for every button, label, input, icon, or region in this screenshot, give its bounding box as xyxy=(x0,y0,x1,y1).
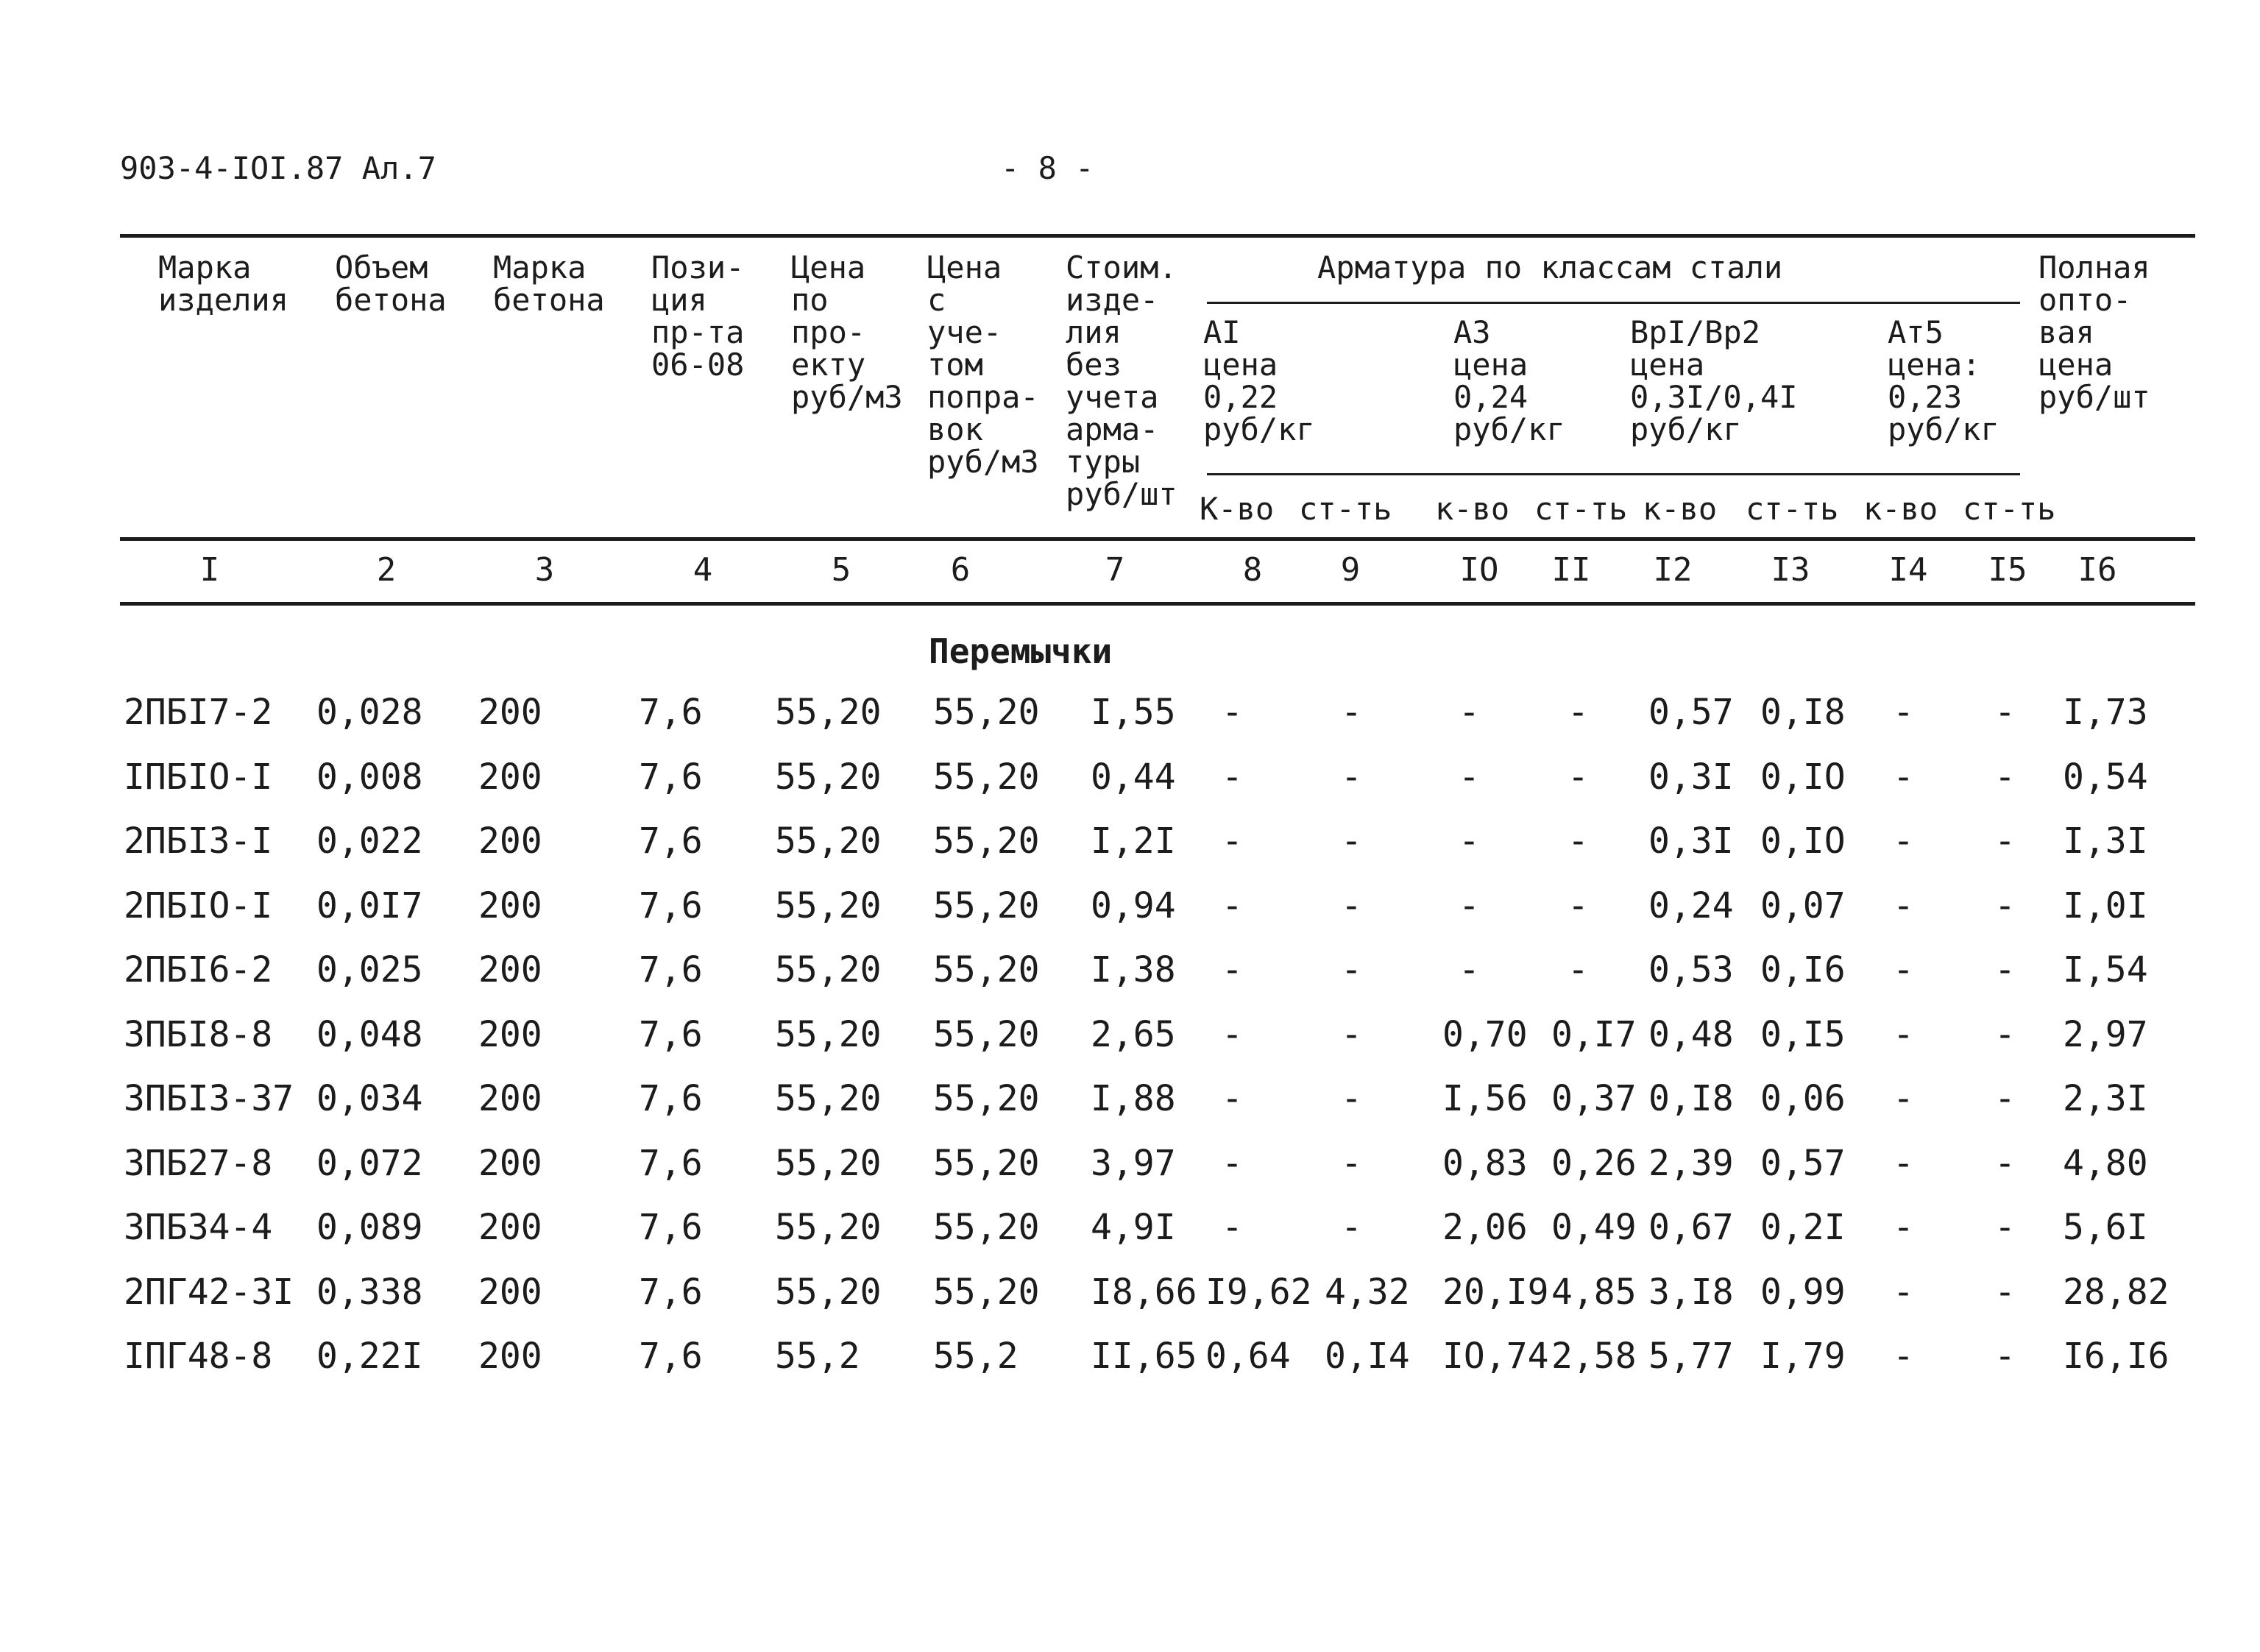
table-cell: 200 xyxy=(478,820,542,862)
table-cell: 7,6 xyxy=(639,1013,703,1055)
header-concrete-grade: Марка бетона xyxy=(493,249,605,318)
table-cell: - xyxy=(1341,1013,1362,1055)
product-mark-cell: IПБIO-I xyxy=(124,756,273,798)
armature-group-rule xyxy=(1207,302,2020,304)
header-concrete-volume: Объем бетона xyxy=(335,249,447,318)
column-number: 7 xyxy=(1105,551,1125,589)
table-cell: - xyxy=(1222,756,1243,798)
table-top-rule xyxy=(120,234,2195,238)
subheader-at5-qty: к-во xyxy=(1863,491,1938,527)
table-cell: 7,6 xyxy=(639,949,703,990)
table-cell: 0,0I7 xyxy=(316,885,423,926)
table-cell: - xyxy=(1459,692,1480,733)
table-cell: 55,20 xyxy=(933,1078,1040,1119)
table-cell: I,79 xyxy=(1760,1336,1846,1377)
table-cell: - xyxy=(1222,1207,1243,1248)
page-number: - 8 - xyxy=(1001,150,1094,186)
table-cell: 0,83 xyxy=(1442,1142,1528,1184)
column-number: II xyxy=(1551,551,1591,589)
table-cell: 2,39 xyxy=(1648,1142,1734,1184)
table-cell: 0,48 xyxy=(1648,1013,1734,1055)
table-cell: - xyxy=(1994,820,2016,862)
table-cell: 0,57 xyxy=(1648,692,1734,733)
table-cell: 0,57 xyxy=(1760,1142,1846,1184)
table-cell: 200 xyxy=(478,885,542,926)
table-cell: 0,022 xyxy=(316,820,423,862)
armature-subheader-rule xyxy=(1207,473,2020,475)
header-armature-a3: A3 цена 0,24 руб/кг xyxy=(1453,314,1565,447)
table-cell: 0,I8 xyxy=(1648,1078,1734,1119)
table-cell: 0,64 xyxy=(1205,1336,1291,1377)
table-cell: - xyxy=(1459,949,1480,990)
table-cell: I,2I xyxy=(1091,820,1176,862)
table-cell: I,0I xyxy=(2063,885,2148,926)
table-cell: 0,37 xyxy=(1551,1078,1637,1119)
table-cell: - xyxy=(1994,1336,2016,1377)
table-cell: - xyxy=(1341,1078,1362,1119)
table-cell: 200 xyxy=(478,692,542,733)
table-cell: 55,20 xyxy=(775,885,882,926)
table-cell: - xyxy=(1568,885,1589,926)
table-cell: I,56 xyxy=(1442,1078,1528,1119)
table-cell: - xyxy=(1893,756,1914,798)
table-cell: 200 xyxy=(478,1142,542,1184)
table-cell: 2,06 xyxy=(1442,1207,1528,1248)
table-cell: 55,20 xyxy=(775,1142,882,1184)
table-cell: 4,85 xyxy=(1551,1271,1637,1313)
table-cell: 0,99 xyxy=(1760,1271,1846,1313)
table-cell: 3,I8 xyxy=(1648,1271,1734,1313)
column-number: IO xyxy=(1459,551,1499,589)
column-number: 2 xyxy=(376,551,397,589)
table-cell: - xyxy=(1893,885,1914,926)
table-cell: 200 xyxy=(478,1207,542,1248)
table-cell: 55,20 xyxy=(775,1207,882,1248)
table-cell: - xyxy=(1893,1078,1914,1119)
header-position: Пози- ция пр-та 06-08 xyxy=(651,249,745,383)
column-number: I2 xyxy=(1653,551,1693,589)
table-cell: 0,I8 xyxy=(1760,692,1846,733)
product-mark-cell: 3ПБI3-37 xyxy=(124,1078,294,1119)
document-code: 903-4-IOI.87 Ал.7 xyxy=(120,150,436,186)
product-mark-cell: 2ПБIO-I xyxy=(124,885,273,926)
table-cell: I8,66 xyxy=(1091,1271,1197,1313)
header-armature-bp: BpI/Bp2 цена 0,3I/0,4I руб/кг xyxy=(1630,314,1798,447)
table-cell: - xyxy=(1893,692,1914,733)
table-cell: 2,97 xyxy=(2063,1013,2148,1055)
table-cell: 7,6 xyxy=(639,1078,703,1119)
header-full-price: Полная опто- вая цена руб/шт xyxy=(2038,249,2150,415)
table-cell: - xyxy=(1341,820,1362,862)
table-cell: I,88 xyxy=(1091,1078,1176,1119)
column-number: I6 xyxy=(2077,551,2117,589)
table-cell: 0,06 xyxy=(1760,1078,1846,1119)
header-armature-at5: Ат5 цена: 0,23 руб/кг xyxy=(1888,314,1999,447)
column-number: 9 xyxy=(1340,551,1361,589)
table-cell: 7,6 xyxy=(639,756,703,798)
table-cell: 0,072 xyxy=(316,1142,423,1184)
subheader-a3-qty: к-во xyxy=(1435,491,1510,527)
table-cell: 55,20 xyxy=(933,1142,1040,1184)
column-number: 6 xyxy=(950,551,971,589)
table-cell: - xyxy=(1568,756,1589,798)
table-cell: 7,6 xyxy=(639,1207,703,1248)
table-cell: 55,20 xyxy=(933,692,1040,733)
table-cell: I,73 xyxy=(2063,692,2148,733)
table-cell: - xyxy=(1994,1013,2016,1055)
table-cell: 55,20 xyxy=(775,1013,882,1055)
table-cell: 7,6 xyxy=(639,820,703,862)
table-cell: - xyxy=(1459,820,1480,862)
table-cell: - xyxy=(1893,1142,1914,1184)
table-cell: 55,20 xyxy=(933,820,1040,862)
header-adjusted-price: Цена с уче- том попра- вок руб/м3 xyxy=(927,249,1039,480)
table-cell: - xyxy=(1994,756,2016,798)
table-cell: 55,20 xyxy=(775,820,882,862)
table-cell: 7,6 xyxy=(639,1336,703,1377)
header-armature-a1: AI цена 0,22 руб/кг xyxy=(1203,314,1315,447)
table-cell: 0,034 xyxy=(316,1078,423,1119)
table-cell: 5,6I xyxy=(2063,1207,2148,1248)
table-cell: 0,94 xyxy=(1091,885,1176,926)
table-cell: - xyxy=(1568,949,1589,990)
table-cell: I,54 xyxy=(2063,949,2148,990)
column-number: I5 xyxy=(1988,551,2027,589)
table-cell: - xyxy=(1893,1013,1914,1055)
table-cell: 4,9I xyxy=(1091,1207,1176,1248)
table-cell: 55,20 xyxy=(933,1207,1040,1248)
column-number: 8 xyxy=(1242,551,1263,589)
table-cell: 0,IO xyxy=(1760,820,1846,862)
table-cell: 0,3I xyxy=(1648,756,1734,798)
table-cell: - xyxy=(1994,692,2016,733)
table-cell: - xyxy=(1994,949,2016,990)
table-cell: - xyxy=(1893,1207,1914,1248)
product-mark-cell: 2ПБI7-2 xyxy=(124,692,273,733)
table-cell: 0,67 xyxy=(1648,1207,1734,1248)
section-title: Перемычки xyxy=(929,631,1113,671)
table-cell: - xyxy=(1341,756,1362,798)
table-cell: 7,6 xyxy=(639,1271,703,1313)
table-cell: 0,44 xyxy=(1091,756,1176,798)
table-cell: 55,20 xyxy=(775,949,882,990)
subheader-at5-cost: ст-ть xyxy=(1963,491,2056,527)
table-cell: - xyxy=(1341,949,1362,990)
table-cell: - xyxy=(1341,1207,1362,1248)
column-number: I3 xyxy=(1771,551,1810,589)
table-cell: 0,I5 xyxy=(1760,1013,1846,1055)
table-cell: 0,IO xyxy=(1760,756,1846,798)
table-cell: I,55 xyxy=(1091,692,1176,733)
column-number: 5 xyxy=(831,551,851,589)
subheader-bp-qty: к-во xyxy=(1643,491,1718,527)
table-cell: - xyxy=(1568,820,1589,862)
table-cell: 55,20 xyxy=(933,1271,1040,1313)
subheader-bp-cost: ст-ть xyxy=(1746,491,1839,527)
table-cell: 0,07 xyxy=(1760,885,1846,926)
header-project-price: Цена по про- екту руб/м3 xyxy=(791,249,903,415)
table-cell: 0,3I xyxy=(1648,820,1734,862)
table-cell: I,38 xyxy=(1091,949,1176,990)
table-cell: - xyxy=(1994,1142,2016,1184)
table-cell: - xyxy=(1893,949,1914,990)
table-cell: 0,008 xyxy=(316,756,423,798)
table-cell: 55,20 xyxy=(933,949,1040,990)
table-cell: 200 xyxy=(478,1336,542,1377)
table-cell: - xyxy=(1994,1271,2016,1313)
table-cell: 200 xyxy=(478,756,542,798)
product-mark-cell: 3ПБ34-4 xyxy=(124,1207,273,1248)
table-cell: 200 xyxy=(478,1013,542,1055)
column-number: 3 xyxy=(534,551,555,589)
table-cell: - xyxy=(1341,692,1362,733)
table-cell: 55,20 xyxy=(933,885,1040,926)
table-cell: 0,24 xyxy=(1648,885,1734,926)
table-cell: 0,I6 xyxy=(1760,949,1846,990)
table-cell: 28,82 xyxy=(2063,1271,2169,1313)
product-mark-cell: IПГ48-8 xyxy=(124,1336,273,1377)
column-numbers-bottom-rule xyxy=(120,602,2195,606)
table-cell: 55,20 xyxy=(775,1078,882,1119)
table-cell: 0,I7 xyxy=(1551,1013,1637,1055)
table-cell: 200 xyxy=(478,1271,542,1313)
table-cell: 55,20 xyxy=(775,692,882,733)
table-cell: 200 xyxy=(478,949,542,990)
table-cell: 0,2I xyxy=(1760,1207,1846,1248)
column-numbers-top-rule xyxy=(120,537,2195,541)
table-cell: - xyxy=(1222,949,1243,990)
table-cell: 0,70 xyxy=(1442,1013,1528,1055)
header-product-mark: Марка изделия xyxy=(158,249,289,318)
product-mark-cell: 2ПБI3-I xyxy=(124,820,273,862)
table-cell: - xyxy=(1222,692,1243,733)
table-cell: 0,025 xyxy=(316,949,423,990)
table-cell: 0,089 xyxy=(316,1207,423,1248)
table-cell: 7,6 xyxy=(639,1142,703,1184)
table-cell: - xyxy=(1994,1207,2016,1248)
product-mark-cell: 3ПБ27-8 xyxy=(124,1142,273,1184)
product-mark-cell: 2ПБI6-2 xyxy=(124,949,273,990)
table-cell: IO,74 xyxy=(1442,1336,1549,1377)
table-cell: I9,62 xyxy=(1205,1271,1312,1313)
table-cell: - xyxy=(1222,1142,1243,1184)
table-cell: 55,20 xyxy=(775,1271,882,1313)
table-cell: - xyxy=(1222,820,1243,862)
table-cell: I6,I6 xyxy=(2063,1336,2169,1377)
table-cell: 7,6 xyxy=(639,692,703,733)
table-cell: 0,I4 xyxy=(1325,1336,1410,1377)
table-cell: - xyxy=(1893,820,1914,862)
table-cell: 2,58 xyxy=(1551,1336,1637,1377)
table-cell: - xyxy=(1568,692,1589,733)
table-cell: 0,26 xyxy=(1551,1142,1637,1184)
subheader-a1-qty: К-во xyxy=(1200,491,1275,527)
table-cell: 0,53 xyxy=(1648,949,1734,990)
table-cell: 0,048 xyxy=(316,1013,423,1055)
table-cell: 55,2 xyxy=(775,1336,860,1377)
column-number: 4 xyxy=(692,551,713,589)
table-cell: 200 xyxy=(478,1078,542,1119)
table-cell: 20,I9 xyxy=(1442,1271,1549,1313)
product-mark-cell: 3ПБI8-8 xyxy=(124,1013,273,1055)
table-cell: - xyxy=(1994,885,2016,926)
table-cell: - xyxy=(1222,1078,1243,1119)
table-cell: 4,32 xyxy=(1325,1271,1410,1313)
table-cell: I,3I xyxy=(2063,820,2148,862)
table-cell: 0,22I xyxy=(316,1336,423,1377)
header-armature-classes: Арматура по классам стали xyxy=(1317,249,1783,286)
table-cell: - xyxy=(1459,885,1480,926)
table-cell: - xyxy=(1341,885,1362,926)
table-cell: 0,028 xyxy=(316,692,423,733)
table-cell: 2,65 xyxy=(1091,1013,1176,1055)
table-cell: 2,3I xyxy=(2063,1078,2148,1119)
table-cell: 55,20 xyxy=(933,756,1040,798)
header-cost-without-armature: Стоим. изде- лия без учета арма- туры руб/шт xyxy=(1066,249,1177,512)
table-cell: - xyxy=(1222,885,1243,926)
table-cell: 0,338 xyxy=(316,1271,423,1313)
table-cell: - xyxy=(1994,1078,2016,1119)
table-cell: 55,2 xyxy=(933,1336,1019,1377)
table-cell: 7,6 xyxy=(639,885,703,926)
table-cell: 5,77 xyxy=(1648,1336,1734,1377)
table-cell: 3,97 xyxy=(1091,1142,1176,1184)
table-cell: II,65 xyxy=(1091,1336,1197,1377)
table-cell: - xyxy=(1341,1142,1362,1184)
table-cell: - xyxy=(1893,1271,1914,1313)
table-cell: - xyxy=(1893,1336,1914,1377)
table-cell: 4,80 xyxy=(2063,1142,2148,1184)
table-cell: 0,49 xyxy=(1551,1207,1637,1248)
product-mark-cell: 2ПГ42-3I xyxy=(124,1271,294,1313)
table-cell: 55,20 xyxy=(775,756,882,798)
subheader-a3-cost: ст-ть xyxy=(1534,491,1628,527)
column-number: I4 xyxy=(1888,551,1928,589)
table-cell: 55,20 xyxy=(933,1013,1040,1055)
table-cell: 0,54 xyxy=(2063,756,2148,798)
column-number: I xyxy=(199,551,220,589)
table-cell: - xyxy=(1222,1013,1243,1055)
table-cell: - xyxy=(1459,756,1480,798)
subheader-a1-cost: ст-ть xyxy=(1299,491,1392,527)
